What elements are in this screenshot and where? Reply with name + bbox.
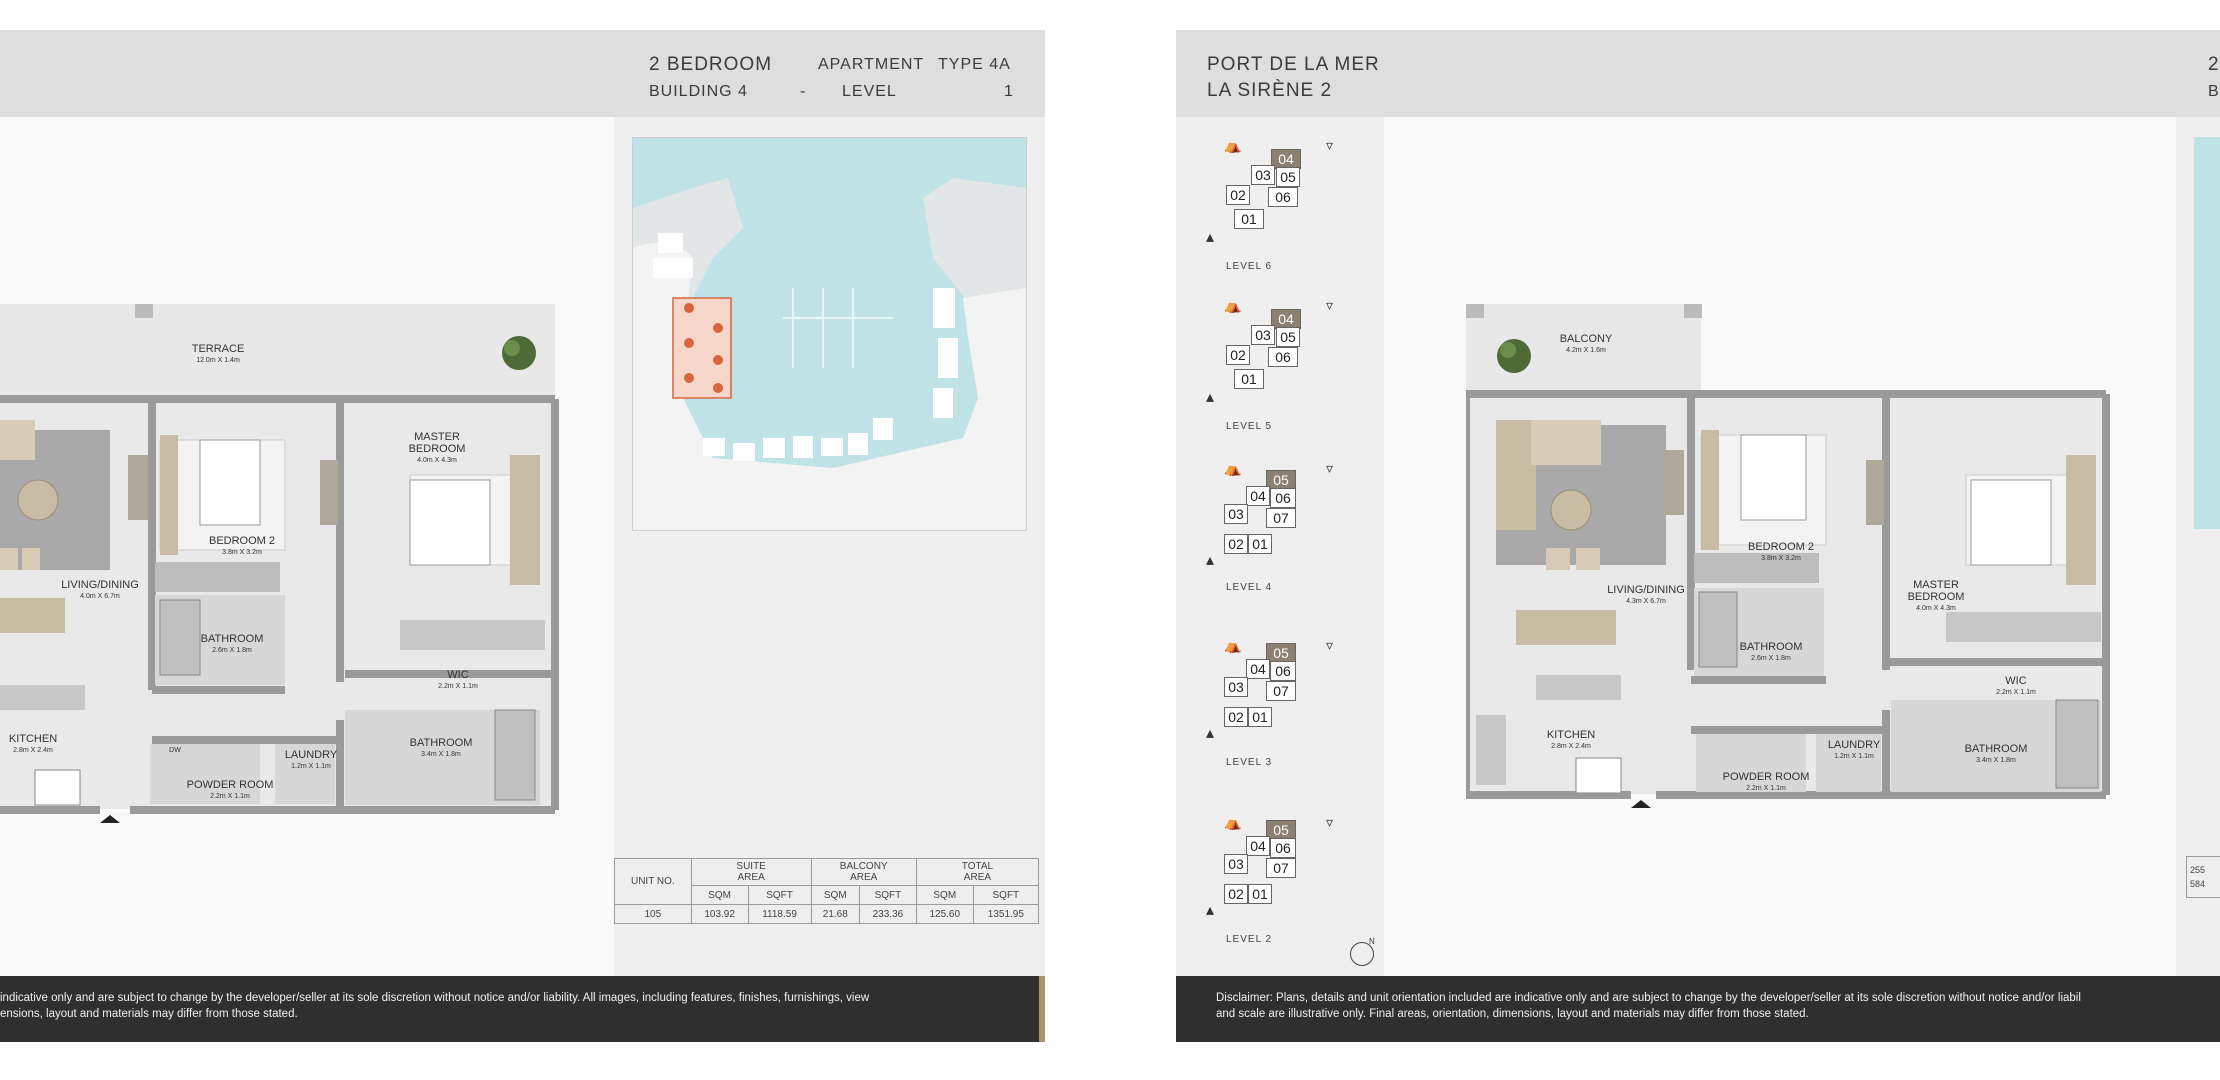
bathroom1-label: BATHROOM [200, 633, 264, 645]
disclaimer-bar [1176, 976, 2220, 1042]
disclaimer-bar [0, 976, 1045, 1042]
bathroom1-dim: 2.6m X 1.8m [1751, 655, 1791, 662]
floor-plan-drawing [1466, 270, 2116, 830]
total-sqft: 1351.95 [973, 905, 1038, 924]
bathroom2-label: BATHROOM [1964, 743, 2028, 755]
unit-box[interactable]: 04 [1246, 836, 1270, 856]
balcony-label: BALCONY [1559, 333, 1613, 345]
disclaimer-line: ensions, layout and materials may differ from those stated. [0, 1008, 298, 1020]
unit-box[interactable]: 02 [1226, 185, 1250, 205]
laundry-label: LAUNDRY [284, 749, 338, 761]
level-4-group[interactable]: ⛺ ▿ 05 04 06 03 07 02 01 ▴ LEVEL 4 [1206, 460, 1334, 593]
level-label: LEVEL 6 [1226, 261, 1273, 272]
unit-header: SQM [691, 886, 748, 905]
unit-box[interactable]: 06 [1268, 187, 1298, 207]
accent-stripe [1039, 976, 1045, 1042]
area-table [614, 858, 1039, 924]
unit-box[interactable]: 05 [1276, 327, 1300, 347]
unit-box[interactable]: 04 [1271, 309, 1301, 329]
master-label-1: MASTER [1913, 579, 1959, 591]
balcony-sqm: 21.68 [811, 905, 859, 924]
disclaimer-line: and scale are illustrative only. Final areas, orientation, dimensions, layout and materials may differ from those stated. [1216, 1008, 1809, 1020]
balcony-dim: 4.2m X 1.6m [1566, 347, 1606, 354]
suite-sqm: 103.92 [691, 905, 748, 924]
unit-box[interactable]: 03 [1251, 325, 1275, 345]
level-label: LEVEL 2 [1226, 934, 1273, 945]
cut-title: 2 [2208, 54, 2220, 75]
unit-box[interactable]: 04 [1246, 659, 1270, 679]
total-sqm: 125.60 [916, 905, 973, 924]
unit-box[interactable]: 01 [1248, 534, 1272, 554]
bedroom-count-title: 2 BEDROOM [649, 54, 773, 75]
building-label: BUILDING 4 [649, 83, 748, 100]
unit-box[interactable]: 01 [1248, 707, 1272, 727]
unit-header: SQFT [748, 886, 811, 905]
terrace-label: TERRACE [191, 343, 245, 355]
unit-box[interactable]: 05 [1266, 820, 1296, 840]
wic-label: WIC [447, 669, 469, 681]
kitchen-label: KITCHEN [1546, 729, 1596, 741]
level-value: 1 [1004, 83, 1014, 100]
laundry-dim: 1.2m X 1.1m [291, 763, 331, 770]
suite-sqft: 1118.59 [748, 905, 811, 924]
powder-label: POWDER ROOM [186, 779, 274, 791]
site-location-map [632, 137, 1027, 531]
kitchen-label: KITCHEN [8, 733, 58, 745]
unit-box[interactable]: 07 [1266, 681, 1296, 701]
unit-box[interactable]: 07 [1266, 508, 1296, 528]
unit-box[interactable]: 06 [1270, 838, 1296, 858]
unit-box[interactable]: 02 [1224, 534, 1248, 554]
building-name: LA SIRÈNE 2 [1207, 80, 1333, 101]
unit-box[interactable]: 01 [1234, 209, 1264, 229]
living-label: LIVING/DINING [1607, 584, 1685, 596]
unit-no-header: UNIT NO. [615, 859, 692, 905]
unit-box[interactable]: 05 [1276, 167, 1300, 187]
balcony-sqft: 233.36 [860, 905, 917, 924]
kitchen-dim: 2.8m X 2.4m [1551, 743, 1591, 750]
powder-label: POWDER ROOM [1722, 771, 1810, 783]
page-header [1176, 30, 2220, 117]
unit-box[interactable]: 05 [1266, 643, 1296, 663]
table-row [615, 905, 1039, 924]
compass-north-label: N [1369, 937, 1375, 946]
unit-box[interactable]: 03 [1251, 165, 1275, 185]
table-cell: 584 [2190, 879, 2206, 889]
apartment-type: TYPE 4A [938, 56, 1011, 73]
unit-box[interactable]: 04 [1271, 149, 1301, 169]
level-label: LEVEL 5 [1226, 421, 1273, 432]
level-label: LEVEL 3 [1226, 757, 1273, 768]
compass-icon [1350, 937, 1375, 966]
level-2-group[interactable]: ⛺ ▿ 05 04 06 03 07 02 01 ▴ LEVEL 2 [1206, 814, 1334, 945]
bedroom2-label: BEDROOM 2 [1747, 541, 1815, 553]
bedroom2-dim: 3.8m X 3.2m [1761, 555, 1801, 562]
level-selector [1176, 117, 1384, 976]
floor-plan-drawing [0, 270, 560, 840]
unit-box[interactable]: 06 [1270, 661, 1296, 681]
living-dim: 4.0m X 6.7m [80, 593, 120, 600]
level-label: LEVEL [842, 83, 897, 100]
unit-box[interactable]: 07 [1266, 858, 1296, 878]
area-table-cut [2186, 856, 2220, 898]
disclaimer-line: Disclaimer: Plans, details and unit orientation included are indicative only and are subject to change by the developer/seller at its sole discretion without notice and/or liabil [1216, 992, 2081, 1004]
unit-box[interactable]: 05 [1266, 470, 1296, 490]
unit-box[interactable]: 03 [1224, 854, 1248, 874]
laundry-dim: 1.2m X 1.1m [1834, 753, 1874, 760]
floor-plan-page-1 [0, 30, 1045, 1042]
unit-number: 105 [615, 905, 692, 924]
unit-header: SQFT [860, 886, 917, 905]
wic-dim: 2.2m X 1.1m [438, 683, 478, 690]
dishwasher-label: DW [169, 747, 181, 754]
unit-header: SQM [811, 886, 859, 905]
unit-box[interactable]: 06 [1268, 347, 1298, 367]
table-cell: 255 [2190, 865, 2206, 875]
bathroom2-dim: 3.4m X 1.8m [421, 751, 461, 758]
unit-header: SQFT [973, 886, 1038, 905]
master-label-2: BEDROOM [1907, 591, 1965, 603]
unit-box[interactable]: 02 [1224, 707, 1248, 727]
bathroom2-dim: 3.4m X 1.8m [1976, 757, 2016, 764]
unit-header: SQM [916, 886, 973, 905]
bathroom1-dim: 2.6m X 1.8m [212, 647, 252, 654]
bedroom2-dim: 3.8m X 3.2m [222, 549, 262, 556]
master-dim: 4.0m X 4.3m [1916, 605, 1956, 612]
powder-dim: 2.2m X 1.1m [1746, 785, 1786, 792]
bathroom1-label: BATHROOM [1739, 641, 1803, 653]
floor-plan-page-2 [1176, 30, 2220, 1042]
master-label-1: MASTER [414, 431, 460, 443]
living-label: LIVING/DINING [61, 579, 139, 591]
bedroom2-label: BEDROOM 2 [208, 535, 276, 547]
level-5-group[interactable]: ⛺ ▿ 04 03 05 02 06 01 ▴ LEVEL 5 [1206, 297, 1334, 432]
unit-box[interactable]: 06 [1270, 488, 1296, 508]
unit-box[interactable]: 03 [1224, 504, 1248, 524]
master-dim: 4.0m X 4.3m [417, 457, 457, 464]
cut-subtitle: B [2208, 83, 2220, 100]
site-location-map-cut [2194, 137, 2220, 529]
bathroom2-label: BATHROOM [409, 737, 473, 749]
unit-box[interactable]: 02 [1224, 884, 1248, 904]
unit-box[interactable]: 01 [1234, 369, 1264, 389]
powder-dim: 2.2m X 1.1m [210, 793, 250, 800]
total-area-header: TOTAL AREA [916, 859, 1038, 886]
header-dash: - [800, 83, 807, 100]
level-label: LEVEL 4 [1226, 582, 1273, 593]
project-name: PORT DE LA MER [1207, 54, 1380, 75]
suite-area-header: SUITE AREA [691, 859, 811, 886]
wic-dim: 2.2m X 1.1m [1996, 689, 2036, 696]
terrace-dim: 12.0m X 1.4m [196, 357, 240, 364]
master-label-2: BEDROOM [408, 443, 466, 455]
laundry-label: LAUNDRY [1827, 739, 1881, 751]
kitchen-dim: 2.8m X 2.4m [13, 747, 53, 754]
level-6-group[interactable]: ⛺ ▿ 04 03 05 02 06 01 ▴ LEVEL 6 [1206, 137, 1334, 272]
unit-box[interactable]: 04 [1246, 486, 1270, 506]
living-dim: 4.3m X 6.7m [1626, 598, 1666, 605]
apartment-label: APARTMENT [818, 56, 925, 73]
unit-box[interactable]: 01 [1248, 884, 1272, 904]
page-header [0, 30, 1045, 117]
balcony-area-header: BALCONY AREA [811, 859, 916, 886]
unit-box[interactable]: 02 [1226, 345, 1250, 365]
unit-box[interactable]: 03 [1224, 677, 1248, 697]
wic-label: WIC [2005, 675, 2027, 687]
disclaimer-line: indicative only and are subject to change by the developer/seller at its sole discretion without notice and/or liability. All images, including features, finishes, furnishings, view [0, 992, 870, 1004]
level-3-group[interactable]: ⛺ ▿ 05 04 06 03 07 02 01 ▴ LEVEL 3 [1206, 637, 1334, 768]
